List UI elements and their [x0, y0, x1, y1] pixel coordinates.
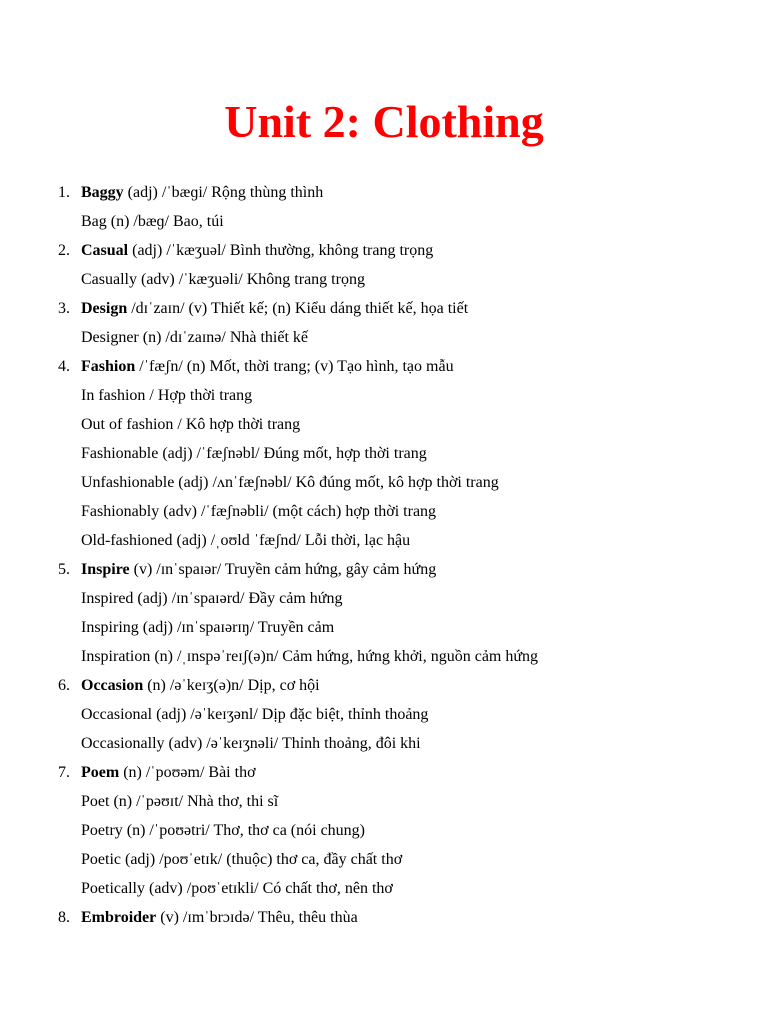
page-title: Unit 2: Clothing [224, 96, 544, 147]
entry-text [81, 903, 358, 932]
derivative-text: Designer (n) /dɪˈzaɪnə/ Nhà thiết kế [81, 329, 309, 346]
entry-number: 3. [58, 300, 70, 317]
derivative-text: Old-fashioned (adj) /ˌoʊld ˈfæʃnd/ Lỗi thời, lạc hậu [81, 532, 411, 549]
vocab-derivative [0, 526, 768, 555]
vocab-entry [0, 671, 768, 700]
vocab-entry [0, 294, 768, 323]
vocab-derivative [0, 439, 768, 468]
entry-number: 6. [58, 677, 70, 694]
vocab-derivative [0, 323, 768, 352]
entry-text [81, 236, 433, 265]
entry-word: Poem [81, 764, 120, 781]
derivative-text: Inspiration (n) /ˌɪnspəˈreɪʃ(ə)n/ Cảm hứng, hứng khởi, nguồn cảm hứng [81, 648, 539, 665]
entry-text [81, 294, 468, 323]
entry-text [81, 671, 320, 700]
entry-word: Occasion [81, 677, 144, 694]
entry-definition: (n) /ˈpoʊəm/ Bài thơ [123, 764, 256, 781]
entry-text [81, 758, 256, 787]
derivative-text: Out of fashion / Kô hợp thời trang [81, 416, 301, 433]
vocab-derivative [0, 381, 768, 410]
derivative-text: Occasional (adj) /əˈkeɪʒənl/ Dịp đặc biệt, thỉnh thoảng [81, 706, 429, 723]
entry-definition: (v) /ɪnˈspaɪər/ Truyền cảm hứng, gây cảm hứng [133, 561, 437, 578]
vocab-derivative [0, 468, 768, 497]
entry-definition: (adj) /ˈbæɡi/ Rộng thùng thình [127, 184, 324, 201]
entry-text [81, 555, 436, 584]
vocab-entry [0, 758, 768, 787]
entry-word: Baggy [81, 184, 124, 201]
entry-definition: /ˈfæʃn/ (n) Mốt, thời trang; (v) Tạo hình, tạo mẫu [139, 358, 454, 375]
entry-definition: (v) /ɪmˈbrɔɪdə/ Thêu, thêu thùa [160, 909, 358, 926]
derivative-text: Poetic (adj) /poʊˈetɪk/ (thuộc) thơ ca, đầy chất thơ [81, 851, 403, 868]
entry-definition: /dɪˈzaɪn/ (v) Thiết kế; (n) Kiểu dáng thiết kế, họa tiết [131, 300, 469, 317]
vocab-entry [0, 236, 768, 265]
vocab-derivative [0, 207, 768, 236]
entry-number: 7. [58, 764, 70, 781]
vocab-derivative [0, 410, 768, 439]
vocab-entry [0, 555, 768, 584]
derivative-text: Unfashionable (adj) /ʌnˈfæʃnəbl/ Kô đúng mốt, kô hợp thời trang [81, 474, 499, 491]
vocab-derivative [0, 787, 768, 816]
derivative-text: Casually (adv) /ˈkæʒuəli/ Không trang trọng [81, 271, 365, 288]
vocab-derivative [0, 874, 768, 903]
vocab-derivative [0, 642, 768, 671]
vocab-derivative [0, 584, 768, 613]
derivative-text: Poet (n) /ˈpəʊɪt/ Nhà thơ, thi sĩ [81, 793, 279, 810]
vocab-derivative [0, 613, 768, 642]
entry-text [81, 178, 323, 207]
entry-word: Casual [81, 242, 129, 259]
vocab-derivative [0, 700, 768, 729]
vocab-derivative [0, 845, 768, 874]
vocab-entry [0, 903, 768, 932]
entry-word: Embroider [81, 909, 157, 926]
derivative-text: Poetry (n) /ˈpoʊətri/ Thơ, thơ ca (nói chung) [81, 822, 366, 839]
entry-definition: (n) /əˈkeɪʒ(ə)n/ Dịp, cơ hội [147, 677, 320, 694]
vocab-entry [0, 352, 768, 381]
vocab-derivative [0, 729, 768, 758]
vocab-derivative [0, 497, 768, 526]
entry-number: 4. [58, 358, 70, 375]
derivative-text: Bag (n) /bæɡ/ Bao, túi [81, 213, 224, 230]
entry-number: 1. [58, 184, 70, 201]
entry-word: Inspire [81, 561, 130, 578]
derivative-text: Fashionable (adj) /ˈfæʃnəbl/ Đúng mốt, hợp thời trang [81, 445, 427, 462]
derivative-text: Occasionally (adv) /əˈkeɪʒnəli/ Thỉnh thoảng, đôi khi [81, 735, 421, 752]
entry-number: 2. [58, 242, 70, 259]
vocab-derivative [0, 265, 768, 294]
derivative-text: Fashionably (adv) /ˈfæʃnəbli/ (một cách) hợp thời trang [81, 503, 437, 520]
entry-text [81, 352, 454, 381]
vocabulary-list [0, 178, 768, 932]
entry-number: 8. [58, 909, 70, 926]
entry-number: 5. [58, 561, 70, 578]
derivative-text: Poetically (adv) /poʊˈetɪkli/ Có chất thơ, nên thơ [81, 880, 393, 897]
vocab-entry [0, 178, 768, 207]
entry-definition: (adj) /ˈkæʒuəl/ Bình thường, không trang trọng [132, 242, 434, 259]
derivative-text: In fashion / Hợp thời trang [81, 387, 253, 404]
vocab-derivative [0, 816, 768, 845]
entry-word: Fashion [81, 358, 136, 375]
derivative-text: Inspiring (adj) /ɪnˈspaɪərɪŋ/ Truyền cảm [81, 619, 335, 636]
entry-word: Design [81, 300, 128, 317]
derivative-text: Inspired (adj) /ɪnˈspaɪərd/ Đầy cảm hứng [81, 590, 343, 607]
